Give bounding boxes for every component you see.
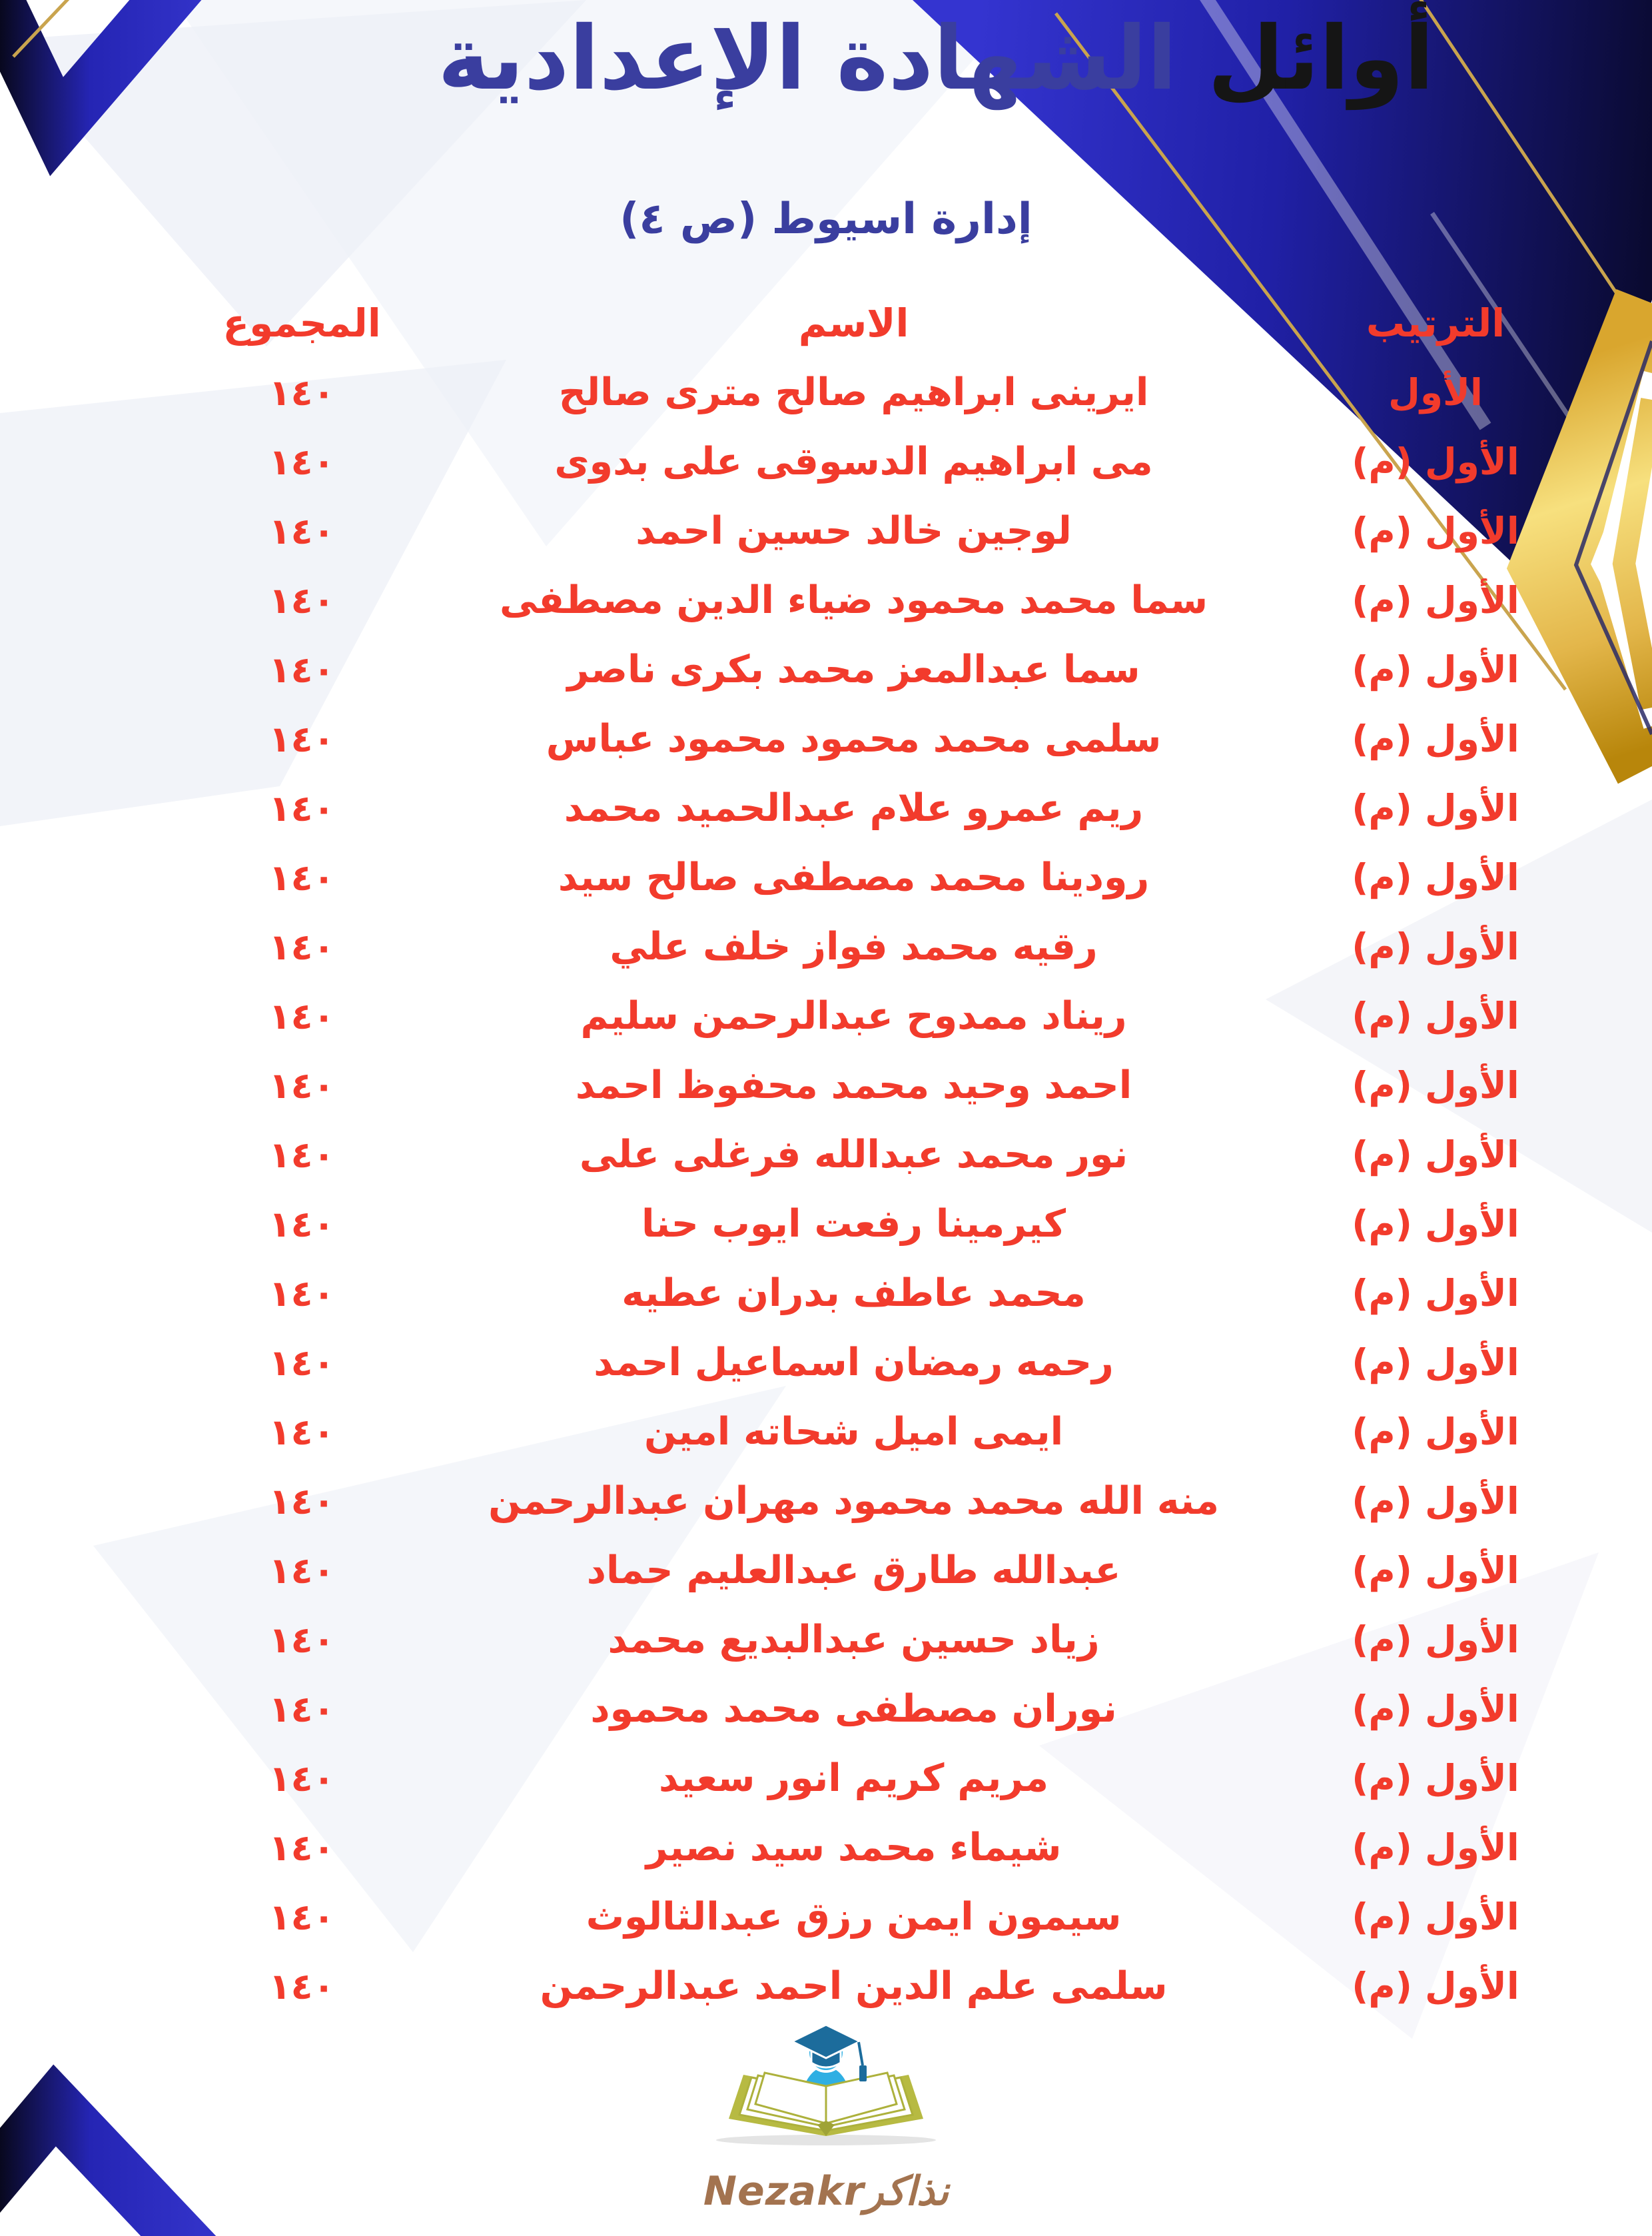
graduate-book-icon <box>673 2024 979 2165</box>
rank-cell: الأول (م) <box>1352 1341 1519 1384</box>
total-cell: ١٤٠ <box>268 1341 335 1384</box>
rank-cell: الأول (م) <box>1352 1133 1519 1176</box>
rank-cell: الأول (م) <box>1352 1965 1519 2007</box>
name-cell: رودينا محمد مصطفى صالح سيد <box>558 855 1150 899</box>
column-header-name: الاسم <box>798 300 909 346</box>
rank-cell: الأول (م) <box>1352 1272 1519 1315</box>
rank-cell: الأول (م) <box>1352 1618 1519 1661</box>
page-title <box>220 4 1652 114</box>
rank-cell: الأول (م) <box>1352 1688 1519 1730</box>
total-cell: ١٤٠ <box>268 1410 335 1453</box>
total-cell: ١٤٠ <box>268 1133 335 1176</box>
total-cell: ١٤٠ <box>268 1203 335 1245</box>
rank-cell: الأول (م) <box>1352 1896 1519 1938</box>
name-cell: سيمون ايمن رزق عبدالثالوث <box>586 1895 1122 1939</box>
name-cell: كيرمينا رفعت ايوب حنا <box>641 1202 1066 1246</box>
total-cell: ١٤٠ <box>268 1480 335 1522</box>
total-cell: ١٤٠ <box>268 648 335 691</box>
total-cell: ١٤٠ <box>268 1965 335 2007</box>
title-word-black: أوائل <box>1208 7 1434 110</box>
rank-cell: الأول (م) <box>1352 925 1519 968</box>
column-header-total: المجموع <box>222 300 381 346</box>
name-cell: ريم عمرو علام عبدالحميد محمد <box>564 786 1144 830</box>
total-cell: ١٤٠ <box>268 1064 335 1107</box>
name-cell: ايرينى ابراهيم صالح مترى صالح <box>558 370 1149 414</box>
rank-cell: الأول (م) <box>1352 995 1519 1037</box>
total-cell: ١٤٠ <box>268 718 335 760</box>
name-cell: ريناد ممدوح عبدالرحمن سليم <box>580 994 1127 1038</box>
name-cell: سما محمد محمود ضياء الدين مصطفى <box>500 578 1208 622</box>
rank-cell: الأول (م) <box>1352 648 1519 691</box>
rank-cell: الأول (م) <box>1352 718 1519 760</box>
name-cell: نور محمد عبدالله فرغلى على <box>579 1133 1128 1177</box>
nezakr-logo <box>0 2024 1652 2215</box>
rank-cell: الأول (م) <box>1352 579 1519 622</box>
name-cell: لوجين خالد حسين احمد <box>635 509 1072 553</box>
total-cell: ١٤٠ <box>268 1549 335 1592</box>
name-cell: منه الله محمد محمود مهران عبدالرحمن <box>488 1479 1219 1523</box>
total-cell: ١٤٠ <box>268 1757 335 1800</box>
total-cell: ١٤٠ <box>268 1688 335 1730</box>
total-cell: ١٤٠ <box>268 856 335 899</box>
name-cell: رقيه محمد فواز خلف علي <box>610 925 1098 969</box>
name-cell: نوران مصطفى محمد محمود <box>590 1687 1117 1731</box>
rank-cell: الأول (م) <box>1352 787 1519 830</box>
title-words-blue: الشهادة الإعدادية <box>438 7 1178 110</box>
name-cell: ايمى اميل شحاته امين <box>643 1410 1064 1454</box>
logo-wordmark <box>703 2168 949 2215</box>
total-cell: ١٤٠ <box>268 1896 335 1938</box>
name-cell: زياد حسين عبدالبديع محمد <box>608 1618 1100 1662</box>
logo-latin-text: Nezakr <box>703 2168 865 2215</box>
rank-cell: الأول (م) <box>1352 1064 1519 1107</box>
name-cell: مى ابراهيم الدسوقى على بدوى <box>554 440 1153 484</box>
rank-cell: الأول (م) <box>1352 1203 1519 1245</box>
rank-cell: الأول (م) <box>1352 856 1519 899</box>
rank-cell: الأول (م) <box>1352 1410 1519 1453</box>
name-cell: شيماء محمد سيد نصير <box>645 1826 1062 1870</box>
name-cell: محمد عاطف بدران عطيه <box>621 1271 1086 1315</box>
name-cell: سلمى علم الدين احمد عبدالرحمن <box>540 1964 1168 2008</box>
name-cell: احمد وحيد محمد محفوظ احمد <box>575 1063 1132 1107</box>
total-cell: ١٤٠ <box>268 440 335 483</box>
total-cell: ١٤٠ <box>268 1618 335 1661</box>
total-cell: ١٤٠ <box>268 787 335 830</box>
rank-cell: الأول <box>1388 371 1483 414</box>
rank-cell: الأول (م) <box>1352 1480 1519 1522</box>
total-cell: ١٤٠ <box>268 995 335 1037</box>
results-table <box>0 288 1652 2021</box>
name-cell: عبدالله طارق عبدالعليم حماد <box>586 1548 1121 1592</box>
rank-cell: الأول (م) <box>1352 1826 1519 1869</box>
total-cell: ١٤٠ <box>268 371 335 414</box>
page-subtitle: إدارة اسيوط (ص ٤) <box>620 195 1032 244</box>
logo-arabic-text: نذاكر <box>864 2168 949 2215</box>
name-cell: سلمى محمد محمود محمود عباس <box>546 717 1162 761</box>
name-cell: رحمه رمضان اسماعيل احمد <box>594 1341 1114 1385</box>
column-header-rank: الترتيب <box>1366 300 1505 346</box>
name-cell: سما عبدالمعز محمد بكرى ناصر <box>567 648 1140 692</box>
rank-cell: الأول (م) <box>1352 440 1519 483</box>
total-cell: ١٤٠ <box>268 1826 335 1869</box>
rank-cell: الأول (م) <box>1352 1549 1519 1592</box>
name-cell: مريم كريم انور سعيد <box>659 1756 1049 1800</box>
total-cell: ١٤٠ <box>268 579 335 622</box>
rank-cell: الأول (م) <box>1352 510 1519 552</box>
total-cell: ١٤٠ <box>268 1272 335 1315</box>
rank-cell: الأول (م) <box>1352 1757 1519 1800</box>
total-cell: ١٤٠ <box>268 510 335 552</box>
total-cell: ١٤٠ <box>268 925 335 968</box>
